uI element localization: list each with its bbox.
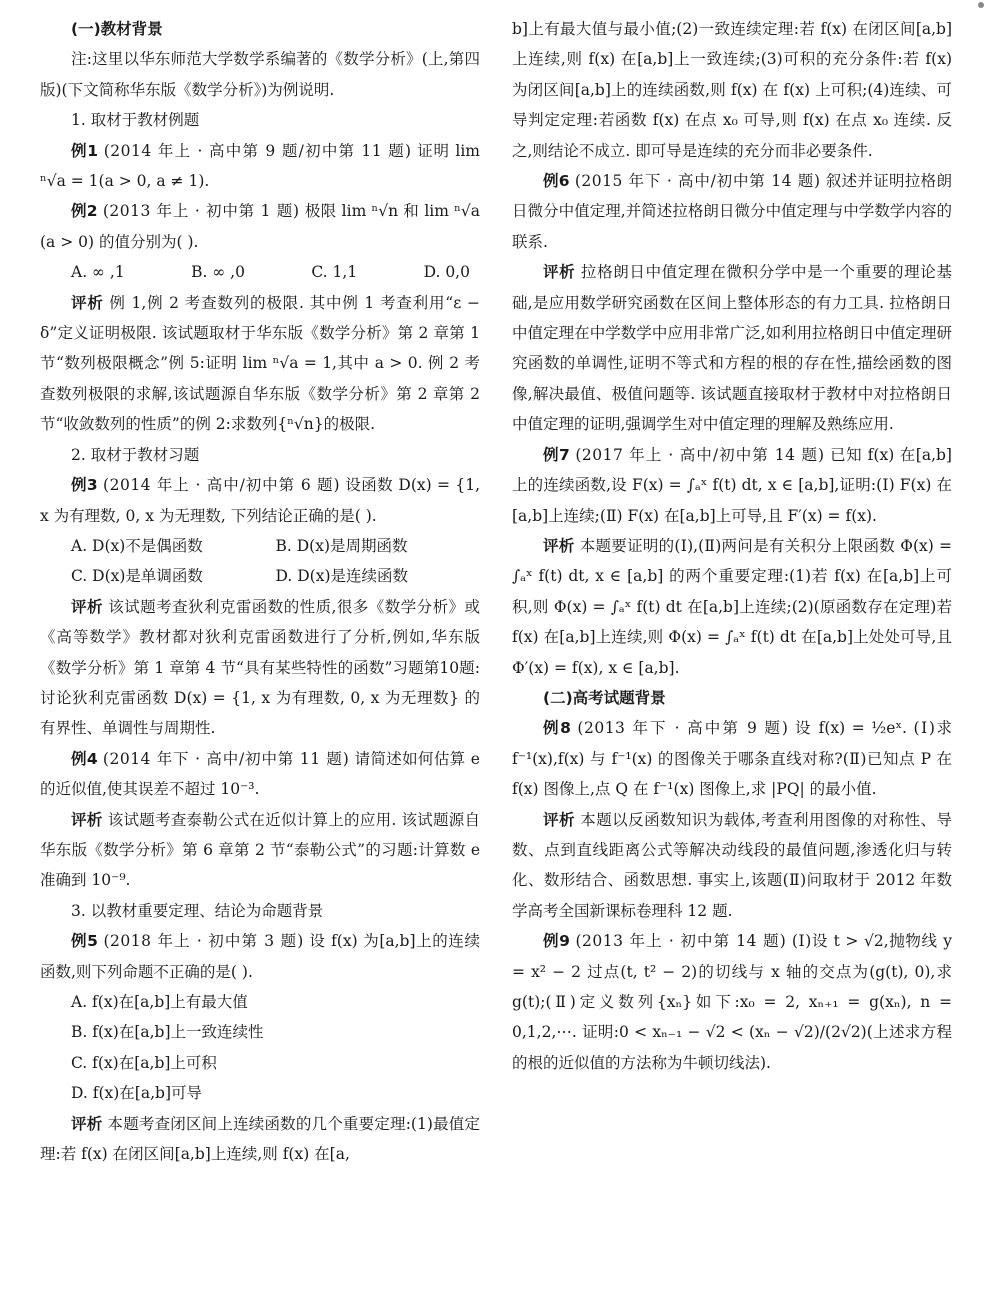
example-5-source: (2018 年上 · 初中第 3 题) [103, 932, 304, 951]
example-9-label: 例9 [543, 932, 570, 951]
subheading-theorem-background: 3. 以教材重要定理、结论为命题背景 [71, 901, 324, 920]
example-9-text: (Ⅰ)设 t > √2,抛物线 y = x² − 2 过点(t, t² − 2)的切线与 x 轴的交点为(g(t), 0),求 g(t);(Ⅱ)定义数列{xₙ}如下:x₀ = 2, xₙ₊₁ = g(xₙ), n = 0,1,2,⋯. 证明:0 < xₙ₋₁ − √2 < (xₙ − √2)/(2√2)(上述求方程的根的近似值的方法称为牛顿切线法). [512, 932, 952, 1072]
example-4-text: 请简述如何估算 e 的近似值,使其误差不超过 10⁻³. [40, 749, 480, 799]
example-2-options [40, 257, 480, 287]
right-column [512, 14, 952, 1078]
section-heading-textbook: (一)教材背景 [71, 20, 163, 38]
example-6-text: 叙述并证明拉格朗日微分中值定理,并简述拉格朗日微分中值定理与中学数学内容的联系. [512, 172, 952, 251]
subheading-textbook-examples: 1. 取材于教材例题 [71, 111, 200, 130]
analysis-text: 例 1,例 2 考查数列的极限. 其中例 1 考查利用“ε − δ”定义证明极限. 该试题取材于华东版《数学分析》第 2 章第 1 节“数列极限概念”例 5:证明 lim ⁿ√a = 1,其中 a > 0. 例 2 考查数列极限的求解,该试题源自华东版《数学分析》第 2 章第 2 节“收敛数列的性质”的例 2:求数列{ⁿ√n}的极限. [40, 293, 480, 434]
example-7-source: (2017 年上 · 高中/初中第 14 题) [575, 445, 825, 464]
analysis-label: 评析 [71, 597, 103, 616]
example-6-label: 例6 [543, 172, 570, 191]
example-3-label: 例3 [71, 476, 98, 495]
option-d: D. f(x)在[a,b]可导 [71, 1084, 202, 1103]
option-a: A. ∞ ,1 [71, 263, 125, 282]
example-8-source: (2013 年下 · 高中第 9 题) [577, 719, 789, 738]
analysis-label: 评析 [71, 293, 104, 312]
example-1-source: (2014 年上 · 高中第 9 题/初中第 11 题) [103, 141, 412, 160]
analysis-text: 本题以反函数知识为载体,考查利用图像的对称性、导数、点到直线距离公式等解决动线段的最值问题,渗透化归与转化、数形结合、函数思想. 事实上,该题(Ⅱ)问取材于 2012 年数学高考全国新课标卷理科 12 题. [512, 810, 952, 920]
example-7 [512, 440, 952, 531]
analysis-5-continued: b]上有最大值与最小值;(2)一致连续定理:若 f(x) 在闭区间[a,b]上连续,则 f(x) 在[a,b]上一致连续;(3)可积的充分条件:若 f(x) 为闭区间[a,b]上的连续函数,则 f(x) 在 f(x) 上可积;(4)连续、可导判定定理:若函数 f(x) 在点 x₀ 可导,则 f(x) 在点 x₀ 连续. 反之,则结论不成立. 即可导是连续的充分而非必要条件. [512, 20, 952, 160]
analysis-6 [512, 257, 952, 439]
analysis-text: 拉格朗日中值定理在微积分学中是一个重要的理论基础,是应用数学研究函数在区间上整体形态的有力工具. 拉格朗日中值定理在中学数学中应用非常广泛,如利用拉格朗日中值定理研究函数的单调性,证明不等式和方程的根的存在性,描绘函数的图像,解决最值、极值问题等. 该试题直接取材于教材中对拉格朗日中值定理的证明,强调学生对中值定理的理解及熟练应用. [512, 263, 952, 434]
section-heading-gaokao: (二)高考试题背景 [543, 688, 666, 707]
example-4-source: (2014 年下 · 高中/初中第 11 题) [102, 749, 350, 768]
analysis-4 [40, 805, 480, 896]
example-6-source: (2015 年下 · 高中/初中第 14 题) [574, 172, 821, 191]
analysis-7 [512, 531, 952, 683]
example-3-options [40, 531, 480, 592]
example-8-label: 例8 [543, 719, 571, 738]
example-4 [40, 744, 480, 805]
example-9 [512, 926, 952, 1078]
example-2-text: 极限 lim ⁿ√n 和 lim ⁿ√a (a > 0) 的值分别为( ). [40, 202, 480, 251]
example-7-label: 例7 [543, 445, 570, 464]
analysis-1-2 [40, 288, 480, 440]
analysis-text: 本题要证明的(Ⅰ),(Ⅱ)两问是有关积分上限函数 Φ(x) = ∫ₐˣ f(t) dt, x ∈ [a,b] 的两个重要定理:(1)若 f(x) 在[a,b]上可积,则 Φ(x) = ∫ₐˣ f(t) dt 在[a,b]上连续;(2)(原函数存在定理)若 f(x) 在[a,b]上连续,则 Φ(x) = ∫ₐˣ f(t) dt 在[a,b]上处处可导,且 Φ′(x) = f(x), x ∈ [a,b]. [512, 536, 952, 677]
option-b: B. D(x)是周期函数 [275, 536, 408, 555]
analysis-label: 评析 [543, 536, 575, 555]
analysis-label: 评析 [543, 263, 576, 282]
example-2-source: (2013 年上 · 初中第 1 题) [102, 202, 300, 221]
example-9-source: (2013 年上 · 初中第 14 题) [575, 932, 787, 951]
example-3-text: 设函数 D(x) = {1, x 为有理数, 0, x 为无理数, 下列结论正确的是( ). [40, 476, 480, 525]
option-c: C. f(x)在[a,b]上可积 [71, 1053, 217, 1072]
option-b: B. f(x)在[a,b]上一致连续性 [71, 1023, 264, 1042]
example-5-text: 设 f(x) 为[a,b]上的连续函数,则下列命题不正确的是( ). [40, 932, 480, 981]
option-c: C. 1,1 [311, 263, 358, 282]
analysis-5 [40, 1109, 480, 1170]
left-column [40, 14, 480, 1169]
example-8-text: 设 f(x) = ½eˣ. (Ⅰ)求 f⁻¹(x),f(x) 与 f⁻¹(x) 的图像关于哪条直线对称?(Ⅱ)已知点 P 在 f(x) 图像上,点 Q 在 f⁻¹(x) 图像上,求 |PQ| 的最小值. [512, 719, 952, 799]
example-3 [40, 470, 480, 531]
scroll-indicator-dot [978, 2, 984, 8]
example-1-text: 证明 lim ⁿ√a = 1(a > 0, a ≠ 1). [40, 141, 480, 191]
analysis-3 [40, 592, 480, 744]
example-1 [40, 136, 480, 197]
example-8 [512, 713, 952, 804]
example-7-text: 已知 f(x) 在[a,b]上的连续函数,设 F(x) = ∫ₐˣ f(t) dt, x ∈ [a,b],证明:(Ⅰ) F(x) 在[a,b]上连续;(Ⅱ) F(x) 在[a,b]上可导,且 F′(x) = f(x). [512, 445, 952, 525]
example-2-label: 例2 [71, 202, 98, 221]
intro-paragraph: 注:这里以华东师范大学数学系编著的《数学分析》(上,第四版)(下文简称华东版《数学分析》)为例说明. [40, 50, 480, 99]
option-a: A. D(x)不是偶函数 [71, 536, 203, 555]
example-4-label: 例4 [71, 749, 98, 768]
analysis-text: 本题考查闭区间上连续函数的几个重要定理:(1)最值定理:若 f(x) 在闭区间[a,b]上连续,则 f(x) 在[a, [40, 1114, 480, 1164]
option-c: C. D(x)是单调函数 [71, 567, 203, 586]
option-d: D. 0,0 [423, 263, 470, 282]
analysis-8 [512, 805, 952, 927]
analysis-text: 该试题考查泰勒公式在近似计算上的应用. 该试题源自华东版《数学分析》第 6 章第 2 节“泰勒公式”的习题:计算数 e 准确到 10⁻⁹. [40, 810, 480, 890]
analysis-label: 评析 [71, 1114, 103, 1133]
subheading-textbook-exercises: 2. 取材于教材习题 [71, 445, 200, 464]
example-5-label: 例5 [71, 932, 98, 951]
option-b: B. ∞ ,0 [191, 263, 245, 282]
option-a: A. f(x)在[a,b]上有最大值 [71, 993, 248, 1011]
analysis-text: 该试题考查狄利克雷函数的性质,很多《数学分析》或《高等数学》教材都对狄利克雷函数进行了分析,例如,华东版《数学分析》第 1 章第 4 节“具有某些特性的函数”习题第10题:讨论狄利克雷函数 D(x) = {1, x 为有理数, 0, x 为无理数} 的有界性、单调性与周期性. [40, 597, 480, 738]
option-d: D. D(x)是连续函数 [275, 567, 408, 586]
example-3-source: (2014 年上 · 高中/初中第 6 题) [103, 476, 340, 495]
example-5 [40, 926, 480, 987]
analysis-label: 评析 [543, 810, 575, 829]
example-2 [40, 196, 480, 257]
example-6 [512, 166, 952, 257]
analysis-label: 评析 [71, 810, 103, 829]
example-1-label: 例1 [71, 141, 99, 160]
